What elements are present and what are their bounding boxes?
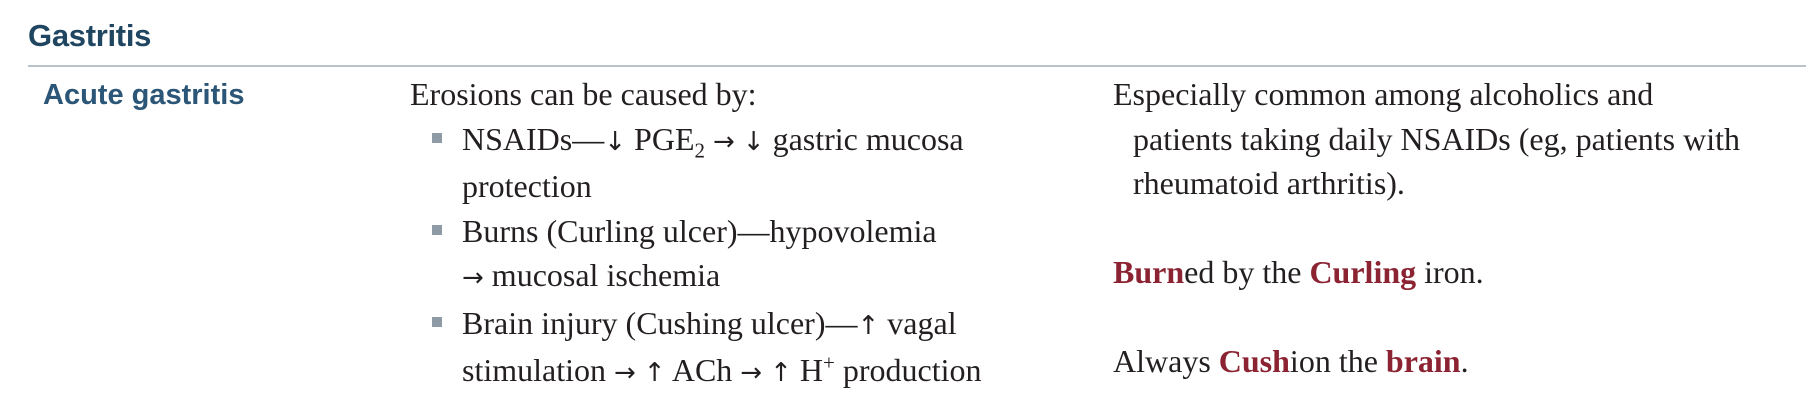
bullet-line [462,164,1050,209]
square-bullet-icon [432,317,442,327]
up-arrow-icon: ↑ [857,310,880,341]
mnemonic-brain [1113,339,1469,384]
mnemonic-highlight: Cush [1218,343,1290,379]
cause-text: mucosal ischemia [491,257,721,293]
right-arrow-icon: → [712,126,735,157]
cause-text: H [799,352,823,388]
cause-text: vagal [887,304,957,341]
down-arrow-icon: ↓ [604,126,627,157]
cause-text: PGE [634,120,695,157]
cause-text: Brain injury (Cushing ulcer)— [462,304,858,341]
list-item [410,117,1050,209]
intro-text: Erosions can be caused by: [410,76,757,112]
cause-text: stimulation [462,352,606,388]
bullet-line [462,117,1050,165]
causes-list [410,117,1050,396]
notes-column [1113,72,1813,379]
mnemonic-text: iron. [1416,254,1484,290]
square-bullet-icon [432,133,442,143]
bullet-line [462,253,1050,301]
up-arrow-icon: ↑ [643,358,666,388]
list-item [410,301,1050,396]
down-arrow-icon: ↓ [742,126,765,157]
section-title: Gastritis [28,18,152,53]
mnemonic-text: ion the [1289,343,1386,379]
note-line: rheumatoid arthritis). [1133,165,1405,201]
square-bullet-icon [432,225,442,235]
clinical-note [1113,72,1813,206]
mnemonic-text: . [1460,343,1469,379]
cause-text: Burns (Curling ulcer)—hypovolemia [462,212,937,249]
right-arrow-icon: → [614,358,636,388]
up-arrow-icon: ↑ [770,358,792,388]
section-divider [28,65,1806,67]
bullet-line [462,209,1050,254]
mnemonic-highlight: brain [1385,343,1461,379]
note-line: Especially common among alcoholics and [1113,76,1654,112]
bullet-line [462,348,1050,396]
description-column [410,72,1050,396]
superscript: + [822,350,835,375]
topic-heading: Acute gastritis [43,79,245,111]
mnemonic-text: Always [1113,343,1219,379]
mnemonic-highlight: Curling [1309,254,1417,290]
right-arrow-icon: → [462,263,484,293]
cause-text: ACh [671,352,733,388]
right-arrow-icon: → [740,358,763,388]
note-line: patients taking daily NSAIDs (eg, patients with [1133,120,1741,157]
subscript: 2 [694,137,705,162]
mnemonic-text: ed by the [1184,254,1310,290]
cause-text: NSAIDs— [462,120,605,157]
bullet-line [462,301,1050,349]
mnemonic-burns [1113,250,1484,295]
list-item [410,209,1050,301]
cause-text: gastric mucosa [772,120,964,157]
cause-text: protection [462,168,592,204]
cause-text: production [842,352,982,388]
mnemonic-highlight: Burn [1113,254,1185,290]
